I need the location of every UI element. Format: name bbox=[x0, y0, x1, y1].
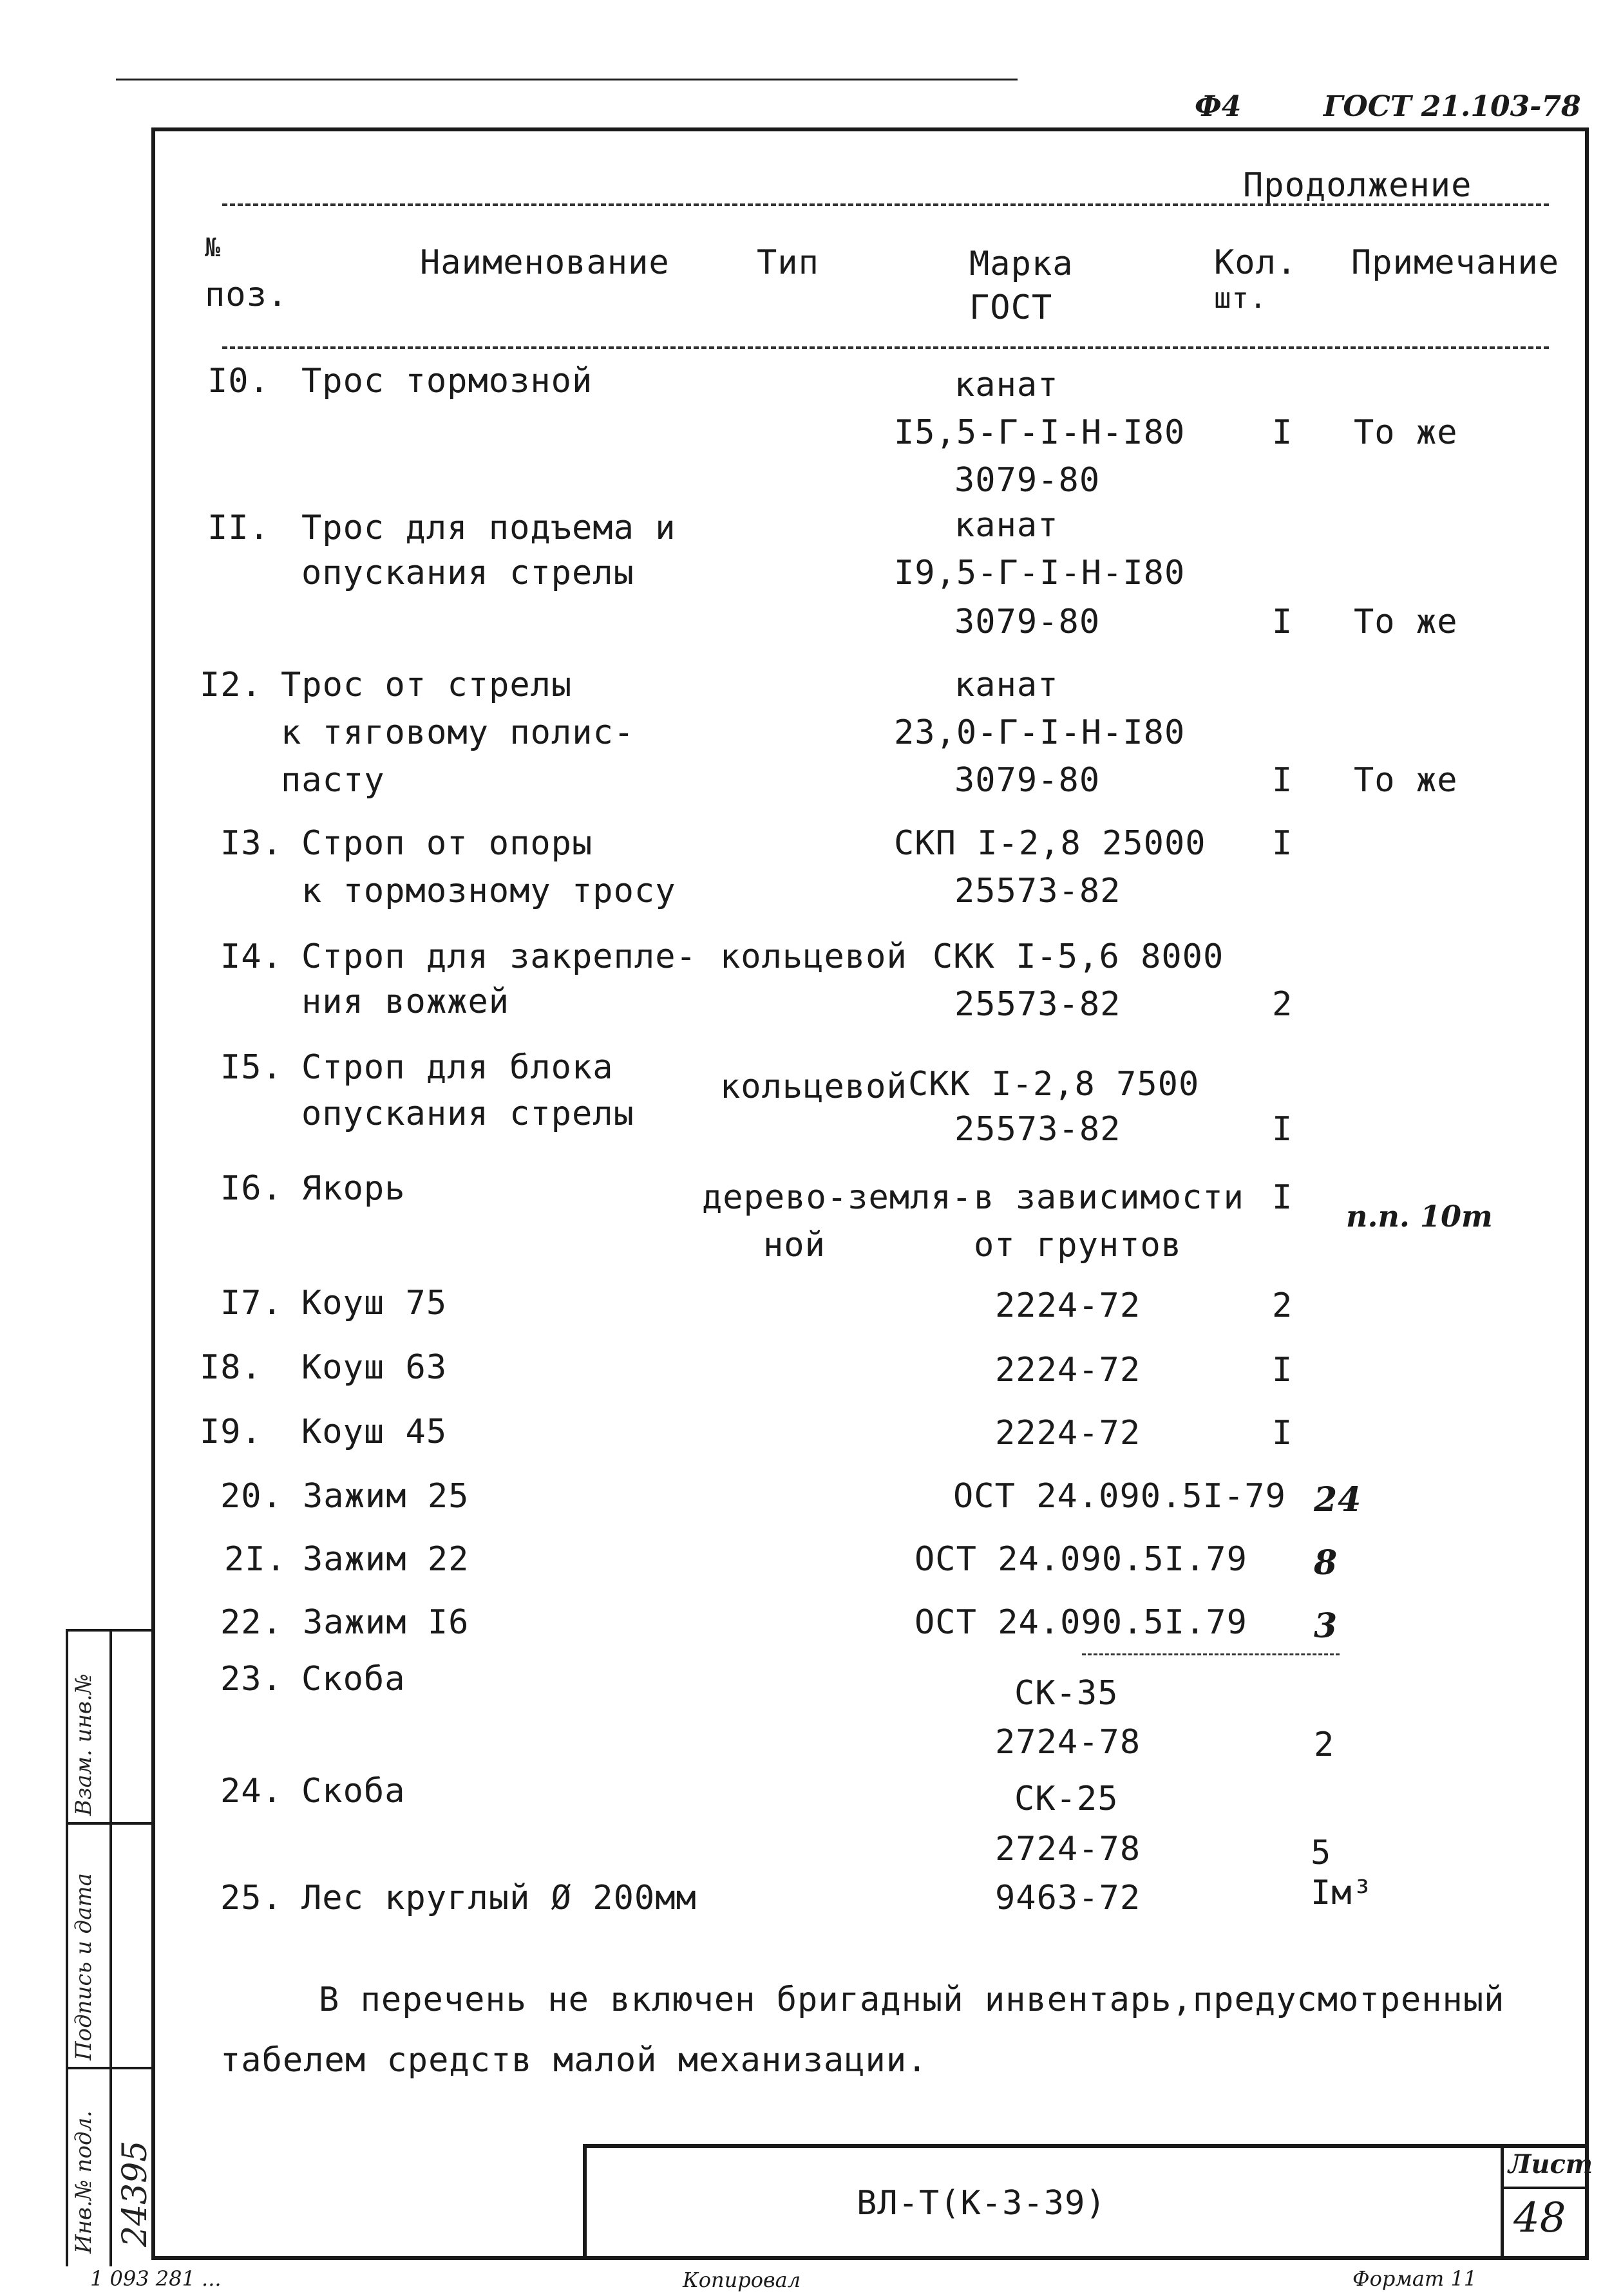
row-qty: 8 bbox=[1314, 1543, 1338, 1583]
row-type: кольцевой bbox=[720, 1068, 907, 1106]
row-mark: 2224-72 bbox=[995, 1286, 1141, 1325]
footnote-line-2: табелем средств малой механизации. bbox=[220, 2041, 928, 2080]
footnote-line-1: В перечень не включен бригадный инвентарь,предусмотренный bbox=[319, 1981, 1505, 2019]
row-pos: I4. bbox=[220, 937, 283, 976]
row-name: Трос от стрелы bbox=[281, 666, 573, 704]
row-mark: канат bbox=[954, 666, 1059, 704]
row-mark: в зависимости bbox=[974, 1178, 1244, 1217]
row-qty: 2 bbox=[1272, 1286, 1293, 1325]
col-qty: Кол. bbox=[1214, 243, 1298, 282]
header-top-rule bbox=[222, 203, 1549, 206]
sidebar-hline bbox=[66, 2067, 153, 2069]
row-pos: I8. bbox=[200, 1348, 262, 1387]
row-name: Скоба bbox=[301, 1772, 406, 1811]
row-name: к тормозному тросу bbox=[301, 872, 676, 910]
col-name: Наименование bbox=[420, 243, 670, 282]
standard-code: ГОСТ 21.103-78 bbox=[1323, 90, 1581, 123]
row-qty: Iм³ bbox=[1311, 1874, 1373, 1912]
stray-rule bbox=[1082, 1653, 1340, 1655]
row-pos: I2. bbox=[200, 666, 262, 704]
continuation-label: Продолжение bbox=[1243, 166, 1472, 205]
row-qty: I bbox=[1272, 1414, 1293, 1453]
row-mark: 2724-78 bbox=[995, 1830, 1141, 1868]
row-pos: I0. bbox=[207, 362, 270, 400]
row-qty: 24 bbox=[1314, 1480, 1362, 1520]
document-code: ВЛ-Т(К-3-39) bbox=[857, 2184, 1106, 2223]
row-name: Коуш 45 bbox=[301, 1413, 448, 1451]
row-mark: ОСТ 24.090.5I-79 bbox=[953, 1477, 1286, 1516]
row-mark: ОСТ 24.090.5I.79 bbox=[915, 1603, 1247, 1642]
row-pos: 20. bbox=[220, 1477, 283, 1516]
row-name: к тяговому полис- bbox=[281, 713, 635, 752]
sheet-number: 48 bbox=[1513, 2194, 1566, 2242]
row-mark: 2224-72 bbox=[995, 1414, 1141, 1453]
row-name: ния вожжей bbox=[301, 983, 510, 1021]
col-gost: ГОСТ bbox=[969, 288, 1053, 327]
sheet-code: Ф4 bbox=[1195, 90, 1242, 123]
row-name: Зажим 22 bbox=[303, 1540, 469, 1579]
row-name: Трос тормозной bbox=[301, 362, 593, 400]
row-name: Скоба bbox=[301, 1660, 406, 1698]
row-name: Коуш 75 bbox=[301, 1284, 448, 1322]
row-mark: 3079-80 bbox=[954, 461, 1101, 500]
row-mark: канат bbox=[954, 506, 1059, 545]
row-qty: 3 bbox=[1314, 1606, 1338, 1646]
sidebar-border bbox=[66, 1629, 68, 2266]
sidebar-hline bbox=[66, 1822, 153, 1825]
sidebar-inv-label: Инв.№ подл. bbox=[71, 2111, 97, 2254]
row-name: Трос для подъема и bbox=[301, 509, 676, 547]
row-pos: I6. bbox=[220, 1169, 283, 1208]
row-pos: 25. bbox=[220, 1879, 283, 1917]
row-name: Лес круглый Ø 200мм bbox=[301, 1879, 697, 1917]
title-block-hline bbox=[1501, 2187, 1585, 2189]
row-qty: I bbox=[1272, 761, 1293, 800]
sidebar-inv-number: 24395 bbox=[116, 2140, 155, 2247]
row-qty: 2 bbox=[1314, 1726, 1335, 1764]
row-name: Строп от опоры bbox=[301, 824, 593, 863]
row-qty: I bbox=[1272, 824, 1293, 863]
row-name: Зажим 25 bbox=[303, 1477, 469, 1516]
sheet-label: Лист bbox=[1508, 2149, 1593, 2179]
row-qty: I bbox=[1272, 1110, 1293, 1149]
row-pos: 2I. bbox=[224, 1540, 287, 1579]
row-pos: I9. bbox=[200, 1413, 262, 1451]
row-mark: от грунтов bbox=[974, 1226, 1182, 1265]
row-mark: 23,0-Г-I-Н-I80 bbox=[894, 713, 1186, 752]
row-qty: 5 bbox=[1311, 1834, 1332, 1872]
row-mark: СКК I-5,6 8000 bbox=[933, 937, 1224, 976]
row-pos: 22. bbox=[220, 1603, 283, 1642]
sidebar-hline bbox=[66, 1629, 153, 1632]
row-mark: 3079-80 bbox=[954, 603, 1101, 641]
row-name: Строп для закрепле- bbox=[301, 937, 697, 976]
row-mark: канат bbox=[954, 366, 1059, 404]
row-qty: I bbox=[1272, 1351, 1293, 1389]
row-mark: СК-25 bbox=[1014, 1780, 1119, 1818]
row-mark: 3079-80 bbox=[954, 761, 1101, 800]
row-name: Якорь bbox=[301, 1169, 406, 1208]
sidebar-sign-label: Подпись и дата bbox=[71, 1873, 97, 2060]
row-mark: СК-35 bbox=[1014, 1674, 1119, 1713]
row-mark: I9,5-Г-I-Н-I80 bbox=[894, 554, 1186, 592]
row-type: ной bbox=[763, 1226, 826, 1265]
row-qty: I bbox=[1272, 1178, 1293, 1217]
col-pos-label: поз. bbox=[205, 276, 289, 314]
copied-label: Копировал bbox=[683, 2268, 801, 2292]
row-mark: 25573-82 bbox=[954, 1110, 1121, 1149]
sidebar-replace-label: Взам. инв.№ bbox=[71, 1673, 97, 1816]
title-block-divider bbox=[1501, 2144, 1504, 2256]
row-pos: 24. bbox=[220, 1772, 283, 1811]
row-note-handwritten: п.п. 10т bbox=[1346, 1199, 1493, 1234]
row-pos: I5. bbox=[220, 1048, 283, 1087]
row-qty: I bbox=[1272, 603, 1293, 641]
bottom-left-note: 1 093 281 ... bbox=[90, 2266, 222, 2291]
row-mark: 25573-82 bbox=[954, 985, 1121, 1024]
format-label: Формат 11 bbox=[1352, 2266, 1477, 2291]
row-note: То же bbox=[1354, 761, 1458, 800]
col-type: Тип bbox=[757, 243, 819, 282]
row-name: пасту bbox=[281, 761, 385, 800]
row-name: Зажим I6 bbox=[303, 1603, 469, 1642]
row-mark: 9463-72 bbox=[995, 1879, 1141, 1917]
row-mark: 2224-72 bbox=[995, 1351, 1141, 1389]
col-pos-symbol: № bbox=[205, 233, 222, 263]
row-name: Коуш 63 bbox=[301, 1348, 448, 1387]
row-name: опускания стрелы bbox=[301, 554, 634, 592]
col-mark: Марка bbox=[969, 245, 1074, 283]
row-mark: СКК I-2,8 7500 bbox=[908, 1065, 1200, 1104]
row-mark: СКП I-2,8 25000 bbox=[894, 824, 1206, 863]
row-type: кольцевой bbox=[720, 937, 907, 976]
row-mark: ОСТ 24.090.5I.79 bbox=[915, 1540, 1247, 1579]
row-note: То же bbox=[1354, 603, 1458, 641]
col-qty-unit: шт. bbox=[1214, 282, 1267, 315]
row-note: То же bbox=[1354, 413, 1458, 452]
row-qty: 2 bbox=[1272, 985, 1293, 1024]
row-name: Строп для блока bbox=[301, 1048, 614, 1087]
row-pos: I3. bbox=[220, 824, 283, 863]
header-bottom-rule bbox=[222, 346, 1549, 349]
col-note: Примечание bbox=[1351, 243, 1560, 282]
row-pos: I7. bbox=[220, 1284, 283, 1322]
row-name: опускания стрелы bbox=[301, 1095, 634, 1133]
row-qty: I bbox=[1272, 413, 1293, 452]
row-pos: II. bbox=[207, 509, 270, 547]
row-mark: I5,5-Г-I-Н-I80 bbox=[894, 413, 1186, 452]
row-pos: 23. bbox=[220, 1660, 283, 1698]
row-mark: 25573-82 bbox=[954, 872, 1121, 910]
sidebar-divider bbox=[109, 1629, 112, 2266]
row-type: дерево-земля- bbox=[702, 1178, 972, 1217]
row-mark: 2724-78 bbox=[995, 1723, 1141, 1762]
